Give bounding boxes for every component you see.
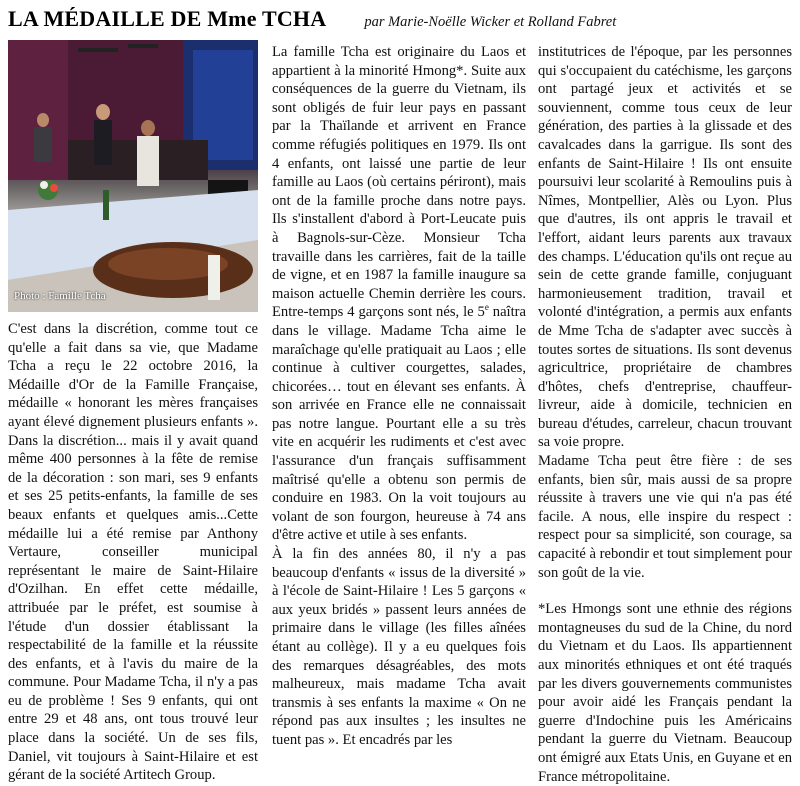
- column-2-paragraph-1: [272, 43, 526, 545]
- column-3-paragraph-1: institutrices de l'époque, par les personnes qui s'occupaient du catéchisme, les garçons ont partagé jeux et activités et se souviennent, comme tous ceux de leur génération, des parties à la glissade et des cavalcades dans la garrigue. Ils sont des enfants de Saint-Hilaire ! Ils ont ensuite poursuivi leur scolarité à Remoulins puis à Nîmes, Montpellier, Alès ou Lyon. Plus que d'autres, ils ont appris le travail et l'effort, aidant leurs parents aux travaux des champs. L'éducation qu'ils ont reçue au sein de cette grande famille, conjuguant harmonieusement tradition, travail et volonté d'intégration, a permis aux enfants de Mme Tcha de s'adapter avec succès à toutes sortes de situations. Ils sont devenus agricultrice, propriétaire de chambres d'hôtes, chefs d'entreprise, chauffeur- livreur, aide à domicile, technicien en bureau d'études, carreleur, chacun trouvant sa voie propre.: [538, 44, 792, 451]
- column-2: [272, 43, 526, 750]
- column-1-paragraph: C'est dans la discrétion, comme tout ce qu'elle a fait dans sa vie, que Madame Tcha a reçu le 22 octobre 2016, la Médaille d'Or de la Famille Française, médaille « honorant les mères françaises ayant élevé dignement plusieurs enfants ». Dans la discrétion... mais il y avait quand même 400 personnes à la fête de remise de la décoration : son mari, ses 9 enfants et ses 25 petits-enfants, la famille de ses beaux enfants et quelques amis...Cette médaille lui a été remise par Anthony Vertaure, conseiller municipal représentant le maire de Saint-Hilaire d'Ozilhan. En effet cette médaille, attribuée par le préfet, est soumise à l'étude d'un dossier établissant la respectabilité de la famille et la réussite des enfants, et à l'avis du maire de la commune. Pour Madame Tcha, il n'y a pas eu de problème ! Ses 9 enfants, qui ont entre 29 et 48 ans, ont tous trouvé leur place dans la société. Un de ses fils, Daniel, vit toujours à Saint-Hilaire et est gérant de la société Artitech Group.: [8, 321, 258, 784]
- column-3: [538, 43, 792, 786]
- column-2-paragraph-1-part-b: naîtra dans le village. Madame Tcha aime le maraîchage qu'elle pratiquait au Laos ; elle continue à cultiver courgettes, salades, chicorées… tout en élevant ses enfants. À son arrivée en France elle ne connaissait pas notre langue. Pourtant elle a su très vite en acquérir les rudiments et c'est avec l'assurance d'un français suffisamment maîtrisé qu'elle a obtenu son permis de conduire en 1983. On la voit toujours au volant de son fourgon, heureuse à 74 ans d'être active et utile à ses enfants.: [272, 304, 526, 544]
- photo-caption: Photo : Famille Tcha: [14, 290, 106, 303]
- column-1: [8, 40, 258, 785]
- footnote: *Les Hmongs sont une ethnie des régions montagneuses du sud de la Chine, du nord du Vietnam et du Laos. Ils appartiennent aux minorités ethniques et ont été traqués par les divers gouvernements communistes pour avoir aidé les Français pendant la guerre d'Indochine puis les Américains pendant la guerre du Vietnam. Beaucoup ont émigré aux Etats Unis, en Guyane et en France métropolitaine.: [538, 601, 792, 785]
- article-photo: [8, 40, 258, 312]
- column-3-paragraph-2: Madame Tcha peut être fière : de ses enfants, bien sûr, mais aussi de sa propre réussite à travers une vie qui n'a pas été facile. A nous, elle inspire du respect : respect pour sa simplicité, son courage, sa capacité à rebondir et tout simplement pour son goût de la vie.: [538, 453, 792, 581]
- ordinal-superscript: e: [484, 302, 489, 313]
- column-2-paragraph-1-part-a: La famille Tcha est originaire du Laos et appartient à la minorité Hmong*. Suite aux conséquences de la guerre du Vietnam, ils sont obligés de fuir leur pays en passant par la Thaïlande et arrivent en France comme réfugiés politiques en 1979. Ils ont 4 enfants, ont laissé une partie de leur famille au Laos (où certains périront), mais ont de la famille proche dans notre pays. Ils s'installent d'abord à Port-Leucate puis à Bagnols-sur-Cèze. Monsieur Tcha travaille dans les carrières, fait de la taille de vigne, et en 1987 la famille inaugure sa maison actuelle Chemin derrière les cours. Entre-temps 4 garçons sont nés, le 5: [272, 44, 526, 321]
- article-byline: par Marie-Noëlle Wicker et Rolland Fabret: [364, 14, 617, 30]
- footnote-spacer: [538, 582, 792, 600]
- column-2-paragraph-2: À la fin des années 80, il n'y a pas beaucoup d'enfants « issus de la diversité » à l'école de Saint-Hilaire ! Les 5 garçons « aux yeux bridés » passent leurs années de primaire dans le village (les filles aînées étant au collège). Il y a eu quelques fois des remarques désagréables, des mots malheureux, mais madame Tcha avait transmis à ses enfants la maxime « On ne répond pas aux insultes ; les insultes ne tuent pas ». Et encadrés par les: [272, 546, 526, 748]
- article-title: LA MÉDAILLE DE Mme TCHA: [8, 6, 327, 31]
- event-photo-illustration: [8, 40, 258, 312]
- article-header: [8, 6, 792, 36]
